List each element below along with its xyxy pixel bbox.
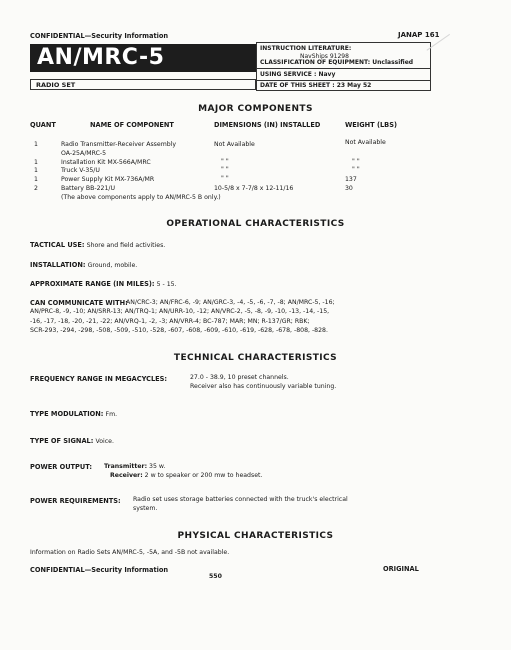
row-name: Radio Transmitter-Receiver Assembly bbox=[61, 141, 177, 148]
signal-label: TYPE OF SIGNAL: bbox=[30, 437, 94, 445]
transmitter-value: 35 w. bbox=[149, 463, 166, 470]
row-dims: " " bbox=[221, 158, 229, 165]
tactical-use bbox=[30, 241, 165, 249]
header-doc-number: JANAP 161 bbox=[398, 31, 440, 39]
row-weight: Not Available bbox=[345, 139, 386, 146]
row-quant: 1 bbox=[34, 176, 38, 183]
date-field: DATE OF THIS SHEET : 23 May 52 bbox=[260, 82, 372, 89]
row-dims: Not Available bbox=[214, 141, 255, 148]
modulation-label: TYPE MODULATION: bbox=[30, 410, 104, 418]
technical-heading: TECHNICAL CHARACTERISTICS bbox=[173, 353, 338, 363]
modulation-value: Fm. bbox=[105, 411, 118, 418]
row-dims: " " bbox=[221, 166, 229, 173]
row-weight: 137 bbox=[345, 176, 357, 183]
type-of-signal bbox=[30, 437, 114, 445]
row-quant: 1 bbox=[34, 159, 38, 166]
page-number: 550 bbox=[209, 573, 222, 580]
transmitter-label: Transmitter: bbox=[104, 463, 148, 470]
power-requirements-value-2: system. bbox=[133, 505, 158, 512]
row-name: Installation Kit MX-566A/MRC bbox=[61, 159, 151, 166]
row-quant: 2 bbox=[34, 185, 38, 192]
receiver-label: Receiver: bbox=[110, 472, 143, 479]
instruction-literature-label: INSTRUCTION LITERATURE: bbox=[260, 45, 352, 52]
info-box bbox=[256, 42, 431, 91]
tactical-use-label: TACTICAL USE: bbox=[30, 241, 85, 249]
can-communicate-line-3: -16, -17, -18, -20, -21, -22; AN/VRQ-1, -2, -3; AN/VRR-4; BC-787; MAR; MN; R-137/GR; RBK; bbox=[30, 318, 310, 325]
footer-original: ORIGINAL bbox=[383, 565, 419, 573]
frequency-label: FREQUENCY RANGE IN MEGACYCLES: bbox=[30, 375, 168, 383]
row-weight: " " bbox=[352, 166, 360, 173]
row-quant: 1 bbox=[34, 167, 38, 174]
info-divider bbox=[257, 80, 430, 81]
header-classification: CONFIDENTIAL—Security Information bbox=[30, 32, 169, 40]
power-requirements-label: POWER REQUIREMENTS: bbox=[30, 497, 121, 505]
footer-classification: CONFIDENTIAL—Security Information bbox=[30, 566, 169, 574]
col-weight: WEIGHT (LBS) bbox=[345, 121, 397, 129]
page-subtitle: RADIO SET bbox=[36, 81, 76, 89]
col-quant: QUANT bbox=[30, 121, 56, 129]
row-name: Power Supply Kit MX-736A/MR bbox=[61, 176, 155, 183]
power-transmitter bbox=[104, 463, 165, 470]
row-name: Battery BB-221/U bbox=[61, 185, 116, 192]
physical-heading: PHYSICAL CHARACTERISTICS bbox=[177, 531, 334, 541]
page-title: AN/MRC-5 bbox=[37, 45, 165, 70]
can-communicate-line-4: SCR-293, -294, -298, -508, -509, -510, -528, -607, -608, -609, -610, -619, -628, -678, -808, -828. bbox=[30, 327, 328, 334]
row-name: Truck V-35/U bbox=[61, 167, 100, 174]
type-modulation bbox=[30, 410, 117, 418]
can-communicate-label: CAN COMMUNICATE WITH: bbox=[30, 299, 128, 307]
operational-heading: OPERATIONAL CHARACTERISTICS bbox=[166, 219, 345, 229]
approximate-range bbox=[30, 280, 177, 288]
instruction-literature-value: NavShips 91298 bbox=[300, 53, 349, 60]
installation-value: Ground, mobile. bbox=[87, 262, 138, 269]
frequency-value-2: Receiver also has continuously variable tuning. bbox=[190, 383, 337, 390]
installation bbox=[30, 261, 137, 269]
subtitle-box bbox=[30, 79, 256, 90]
frequency-value-1: 27.0 - 38.9, 10 preset channels. bbox=[190, 374, 289, 381]
range-value: 5 - 15. bbox=[156, 281, 177, 288]
row-weight: " " bbox=[352, 158, 360, 165]
range-label: APPROXIMATE RANGE (IN MILES): bbox=[30, 280, 155, 288]
power-output-label: POWER OUTPUT: bbox=[30, 463, 93, 471]
row-dims: 10-5/8 x 7-7/8 x 12-11/16 bbox=[214, 185, 294, 192]
row-name: OA-25A/MRC-5 bbox=[61, 150, 107, 157]
signal-value: Voice. bbox=[95, 438, 114, 445]
power-requirements-value-1: Radio set uses storage batteries connected with the truck's electrical bbox=[133, 496, 348, 503]
installation-label: INSTALLATION: bbox=[30, 261, 86, 269]
power-receiver bbox=[110, 472, 262, 479]
physical-text: Information on Radio Sets AN/MRC-5, -5A, and -5B not available. bbox=[30, 549, 230, 556]
title-block bbox=[30, 44, 256, 72]
col-dims: DIMENSIONS (IN) INSTALLED bbox=[214, 121, 321, 129]
components-note: (The above components apply to AN/MRC-5 B only.) bbox=[61, 194, 221, 201]
major-components-heading: MAJOR COMPONENTS bbox=[198, 104, 313, 114]
row-quant: 1 bbox=[34, 141, 38, 148]
tactical-use-value: Shore and field activities. bbox=[86, 242, 166, 249]
can-communicate-line-1: AN/CRC-3; AN/FRC-6, -9; AN/GRC-3, -4, -5, -6, -7, -8; AN/MRC-5, -16; bbox=[126, 299, 335, 306]
using-service-field: USING SERVICE : Navy bbox=[260, 71, 336, 78]
col-name: NAME OF COMPONENT bbox=[90, 121, 174, 129]
row-weight: 30 bbox=[345, 185, 353, 192]
can-communicate-line-2: AN/PRC-8, -9, -10; AN/SRR-13; AN/TRQ-1; AN/URR-10, -12; AN/VRC-2, -5, -8, -9, -10, -13, -14, -15, bbox=[30, 308, 330, 315]
info-divider bbox=[257, 68, 430, 69]
receiver-value: 2 w to speaker or 200 mw to headset. bbox=[144, 472, 263, 479]
classification-field: CLASSIFICATION OF EQUIPMENT: Unclassified bbox=[260, 59, 414, 66]
row-dims: " " bbox=[221, 175, 229, 182]
